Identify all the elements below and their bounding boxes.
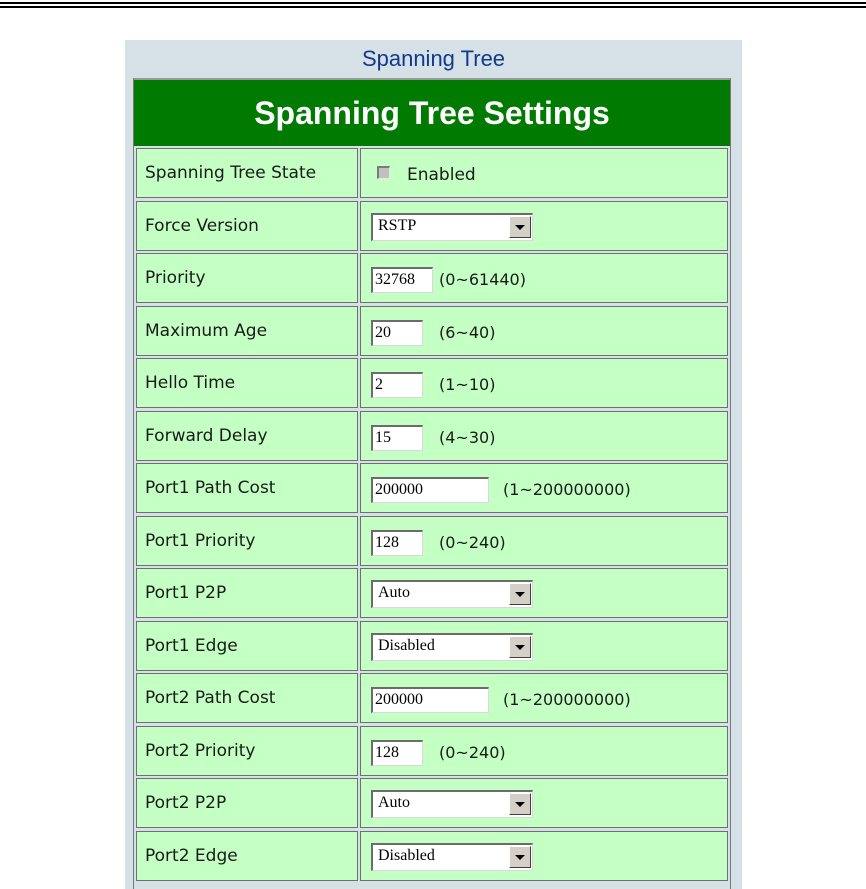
- enabled-checkbox-label: Enabled: [407, 165, 476, 185]
- port2-path-cost-label: Port2 Path Cost: [145, 688, 276, 708]
- label-cell: [136, 673, 358, 723]
- priority-range-hint: (0~61440): [439, 270, 526, 289]
- port1-p2p-label: Port1 P2P: [145, 583, 227, 603]
- settings-row-port1-edge: [134, 621, 730, 673]
- port1-priority-range-hint: (0~240): [439, 532, 506, 552]
- port2-p2p-select[interactable]: [371, 790, 533, 818]
- value-cell: [360, 358, 728, 408]
- settings-row-port2-edge: [134, 831, 730, 883]
- top-rule-lower: [0, 6, 866, 8]
- maximum-age-label: Maximum Age: [145, 320, 268, 341]
- settings-header-title: Spanning Tree Settings: [254, 95, 610, 131]
- port1-priority-label: Port1 Priority: [145, 530, 256, 551]
- port2-p2p-selected-value: Auto: [378, 794, 410, 811]
- port2-priority-range-hint: (0~240): [439, 742, 506, 762]
- port2-priority-label: Port2 Priority: [145, 740, 256, 761]
- port1-p2p-select[interactable]: [371, 580, 533, 608]
- settings-row-port1-path-cost: [134, 463, 730, 515]
- value-cell: [360, 778, 728, 828]
- settings-header: [134, 78, 730, 146]
- dropdown-arrow-button[interactable]: [509, 846, 531, 868]
- chevron-down-icon: [515, 592, 525, 597]
- port2-path-cost-input[interactable]: 200000: [371, 687, 489, 713]
- force-version-label: Force Version: [145, 215, 259, 236]
- hello-time-label: Hello Time: [145, 373, 236, 393]
- force-version-select[interactable]: [371, 213, 533, 241]
- value-cell: [360, 568, 728, 618]
- settings-row-port1-priority: [134, 516, 730, 568]
- settings-row-port1-p2p: [134, 568, 730, 620]
- label-cell: [136, 148, 358, 198]
- port1-edge-selected-value: Disabled: [378, 636, 435, 654]
- value-cell: [360, 253, 728, 303]
- port2-edge-selected-value: Disabled: [378, 846, 435, 864]
- dropdown-arrow-button[interactable]: [509, 793, 531, 815]
- value-cell: [360, 148, 728, 198]
- value-cell: [360, 411, 728, 461]
- settings-row-port2-priority: [134, 726, 730, 778]
- label-cell: [136, 621, 358, 671]
- settings-row-port2-p2p: [134, 778, 730, 830]
- label-cell: [136, 358, 358, 408]
- label-cell: [136, 778, 358, 828]
- port1-priority-input[interactable]: 128: [371, 530, 423, 556]
- settings-row-port2-path-cost: [134, 673, 730, 725]
- hello-time-range-hint: (1~10): [439, 375, 496, 394]
- port2-edge-label: Port2 Edge: [145, 845, 238, 866]
- port2-priority-input[interactable]: 128: [371, 740, 423, 766]
- chevron-down-icon: [515, 225, 525, 230]
- spanning-tree-enabled-checkbox[interactable]: [377, 166, 390, 179]
- dropdown-arrow-button[interactable]: [509, 216, 531, 238]
- value-cell: [360, 306, 728, 356]
- label-cell: [136, 306, 358, 356]
- port1-path-cost-input[interactable]: 200000: [371, 477, 489, 503]
- panel-title: Spanning Tree: [361, 46, 506, 71]
- port1-edge-label: Port1 Edge: [145, 635, 238, 656]
- value-cell: [360, 463, 728, 513]
- port1-path-cost-label: Port1 Path Cost: [145, 478, 276, 498]
- label-cell: [136, 726, 358, 776]
- value-cell: [360, 516, 728, 566]
- port2-path-cost-range-hint: (1~200000000): [503, 690, 631, 709]
- label-cell: [136, 568, 358, 618]
- settings-row-force-version: [134, 201, 730, 253]
- value-cell: [360, 621, 728, 671]
- label-cell: [136, 463, 358, 513]
- value-cell: [360, 831, 728, 881]
- label-cell: [136, 831, 358, 881]
- port1-edge-select[interactable]: [371, 633, 533, 661]
- value-cell: [360, 673, 728, 723]
- hello-time-input[interactable]: 2: [371, 372, 423, 398]
- settings-row-spanning-tree-state: [134, 148, 730, 200]
- spanning-tree-panel: [125, 40, 742, 889]
- chevron-down-icon: [515, 855, 525, 860]
- spanning-tree-state-label: Spanning Tree State: [145, 163, 317, 183]
- chevron-down-icon: [515, 645, 525, 650]
- settings-row-forward-delay: [134, 411, 730, 463]
- label-cell: [136, 411, 358, 461]
- port2-edge-select[interactable]: [371, 843, 533, 871]
- port2-p2p-label: Port2 P2P: [145, 793, 227, 813]
- top-rule: [0, 2, 866, 4]
- chevron-down-icon: [515, 802, 525, 807]
- priority-label: Priority: [145, 268, 206, 288]
- dropdown-arrow-button[interactable]: [509, 636, 531, 658]
- forward-delay-input[interactable]: 15: [371, 425, 423, 451]
- port1-p2p-selected-value: Auto: [378, 584, 410, 601]
- settings-row-priority: [134, 253, 730, 305]
- dropdown-arrow-button[interactable]: [509, 583, 531, 605]
- label-cell: [136, 516, 358, 566]
- label-cell: [136, 201, 358, 251]
- port1-path-cost-range-hint: (1~200000000): [503, 480, 631, 499]
- value-cell: [360, 201, 728, 251]
- settings-row-maximum-age: [134, 306, 730, 358]
- forward-delay-range-hint: (4~30): [439, 427, 496, 447]
- settings-row-hello-time: [134, 358, 730, 410]
- force-version-selected-value: RSTP: [378, 216, 417, 234]
- priority-input[interactable]: 32768: [371, 267, 433, 293]
- value-cell: [360, 726, 728, 776]
- forward-delay-label: Forward Delay: [145, 425, 268, 446]
- settings-form: [133, 78, 731, 889]
- maximum-age-range-hint: (6~40): [439, 322, 496, 342]
- label-cell: [136, 253, 358, 303]
- maximum-age-input[interactable]: 20: [371, 320, 423, 346]
